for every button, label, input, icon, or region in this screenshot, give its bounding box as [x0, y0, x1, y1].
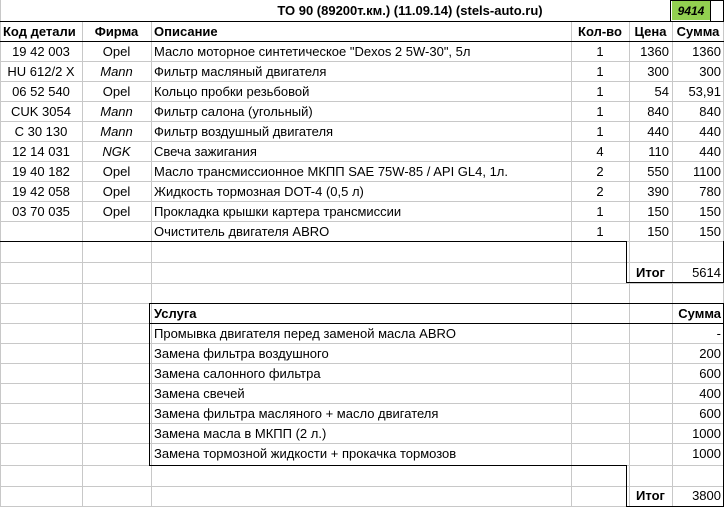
parts-cell-price: 840 [647, 104, 669, 119]
parts-cell-sum: 840 [699, 104, 721, 119]
parts-cell-sum: 440 [699, 124, 721, 139]
parts-cell-qty: 1 [596, 204, 604, 219]
gridline-v [672, 21, 673, 507]
parts-cell-price: 440 [647, 124, 669, 139]
table-border [0, 21, 724, 22]
parts-cell-sum: 1100 [693, 164, 721, 179]
header-qty: Кол-во [578, 24, 622, 39]
parts-cell-sum: 440 [699, 144, 721, 159]
service-cell-sum: 1000 [692, 446, 721, 461]
service-cell-sum: 200 [699, 346, 721, 361]
parts-cell-qty: 1 [596, 104, 604, 119]
header-brand: Фирма [94, 24, 139, 39]
table-border [149, 465, 627, 466]
parts-cell-desc: Прокладка крышки картера трансмиссии [154, 204, 402, 219]
service-cell-name: Замена свечей [154, 386, 245, 401]
parts-cell-desc: Фильтр воздушный двигателя [154, 124, 334, 139]
parts-cell-desc: Фильтр салона (угольный) [154, 104, 313, 119]
gridline-h [0, 161, 724, 162]
gridline-h [0, 283, 724, 284]
parts-cell-brand: Opel [102, 164, 131, 179]
parts-cell-brand: Mann [100, 64, 133, 79]
parts-cell-price: 300 [647, 64, 669, 79]
table-border [149, 323, 724, 324]
service-cell-sum: 1000 [692, 426, 721, 441]
parts-cell-qty: 2 [596, 164, 604, 179]
gridline-h [0, 181, 724, 182]
total-badge: 9414 [677, 4, 705, 18]
gridline-h [0, 403, 724, 404]
table-border [710, 0, 711, 21]
table-border [626, 465, 627, 507]
parts-cell-sum: 780 [699, 184, 721, 199]
gridline-h [0, 383, 724, 384]
parts-cell-qty: 1 [596, 124, 604, 139]
table-border [0, 241, 627, 242]
parts-cell-desc: Жидкость тормозная DOT-4 (0,5 л) [154, 184, 364, 199]
gridline-h [0, 101, 724, 102]
parts-cell-brand: Mann [100, 124, 133, 139]
parts-cell-brand: Mann [100, 104, 133, 119]
parts-cell-price: 550 [647, 164, 669, 179]
parts-cell-qty: 1 [596, 64, 604, 79]
parts-cell-qty: 4 [596, 144, 604, 159]
gridline-v [82, 21, 83, 507]
service-cell-name: Замена фильтра воздушного [154, 346, 329, 361]
gridline-h [0, 81, 724, 82]
parts-cell-brand: Opel [102, 184, 131, 199]
gridline-v [151, 21, 152, 507]
parts-cell-price: 54 [654, 84, 669, 99]
gridline-h [0, 363, 724, 364]
parts-cell-code: 06 52 540 [12, 84, 70, 99]
gridline-h [0, 262, 724, 263]
service-cell-sum: 600 [699, 406, 721, 421]
gridline-v [629, 21, 630, 507]
parts-cell-code: C 30 130 [14, 124, 68, 139]
table-border [670, 0, 724, 1]
services-total-value: 3800 [692, 488, 721, 503]
gridline-h [0, 201, 724, 202]
parts-cell-desc: Очиститель двигателя ABRO [154, 224, 330, 239]
gridline-h [0, 221, 724, 222]
services-total-label: Итог [636, 488, 665, 503]
header-service: Услуга [154, 306, 197, 321]
service-cell-name: Замена салонного фильтра [154, 366, 321, 381]
table-border [0, 41, 724, 42]
parts-cell-desc: Фильтр масляный двигателя [154, 64, 327, 79]
parts-cell-price: 110 [648, 144, 669, 159]
header-service-sum: Сумма [678, 306, 721, 321]
gridline-h [0, 61, 724, 62]
gridline-h [0, 443, 724, 444]
service-cell-sum: 400 [699, 386, 721, 401]
parts-cell-code: 19 42 058 [12, 184, 70, 199]
parts-cell-qty: 1 [596, 84, 604, 99]
parts-cell-qty: 1 [596, 224, 604, 239]
parts-cell-code: 03 70 035 [12, 204, 70, 219]
parts-cell-sum: 300 [699, 64, 721, 79]
gridline-h [0, 423, 724, 424]
parts-cell-desc: Масло трансмиссионное МКПП SAE 75W-85 / API GL4, 1л. [154, 164, 509, 179]
table-border [149, 303, 724, 304]
gridline-v [0, 0, 1, 507]
parts-cell-code: HU 612/2 X [7, 64, 75, 79]
parts-cell-desc: Свеча зажигания [154, 144, 257, 159]
parts-total-label: Итог [636, 265, 665, 280]
parts-cell-price: 1360 [640, 44, 669, 59]
parts-cell-desc: Масло моторное синтетическое "Dexos 2 5W-30", 5л [154, 44, 471, 59]
header-sum: Сумма [676, 24, 720, 39]
service-cell-sum: - [716, 326, 721, 341]
gridline-v [571, 21, 572, 507]
table-border [626, 241, 627, 283]
parts-cell-code: CUK 3054 [11, 104, 71, 119]
table-border [149, 303, 150, 465]
parts-cell-sum: 1360 [692, 44, 721, 59]
parts-cell-brand: Opel [102, 44, 131, 59]
parts-cell-qty: 2 [596, 184, 604, 199]
service-cell-name: Замена тормозной жидкости + прокачка тормозов [154, 446, 457, 461]
gridline-h [0, 121, 724, 122]
header-desc: Описание [154, 24, 218, 39]
parts-cell-sum: 53,91 [688, 84, 721, 99]
header-price: Цена [634, 24, 667, 39]
parts-cell-price: 150 [647, 204, 669, 219]
parts-cell-sum: 150 [699, 224, 721, 239]
service-cell-name: Замена масла в МКПП (2 л.) [154, 426, 327, 441]
parts-cell-sum: 150 [699, 204, 721, 219]
parts-cell-brand: Opel [102, 84, 131, 99]
parts-cell-code: 19 40 182 [12, 164, 70, 179]
table-border [626, 282, 724, 283]
gridline-h [0, 343, 724, 344]
parts-cell-brand: NGK [102, 144, 131, 159]
gridline-h [0, 486, 724, 487]
gridline-h [0, 141, 724, 142]
parts-cell-brand: Opel [102, 204, 131, 219]
parts-cell-price: 390 [647, 184, 669, 199]
service-cell-sum: 600 [699, 366, 721, 381]
parts-total-value: 5614 [692, 265, 721, 280]
header-code: Код детали [3, 24, 76, 39]
service-cell-name: Промывка двигателя перед заменой масла ABRO [154, 326, 457, 341]
parts-cell-code: 19 42 003 [12, 44, 70, 59]
parts-cell-price: 150 [647, 224, 669, 239]
parts-cell-desc: Кольцо пробки резьбовой [154, 84, 310, 99]
table-border [670, 0, 671, 21]
parts-cell-qty: 1 [596, 44, 604, 59]
sheet-title: ТО 90 (89200т.км.) (11.09.14) (stels-auto.ru) [277, 3, 543, 18]
parts-cell-code: 12 14 031 [12, 144, 70, 159]
service-cell-name: Замена фильтра масляного + масло двигателя [154, 406, 439, 421]
